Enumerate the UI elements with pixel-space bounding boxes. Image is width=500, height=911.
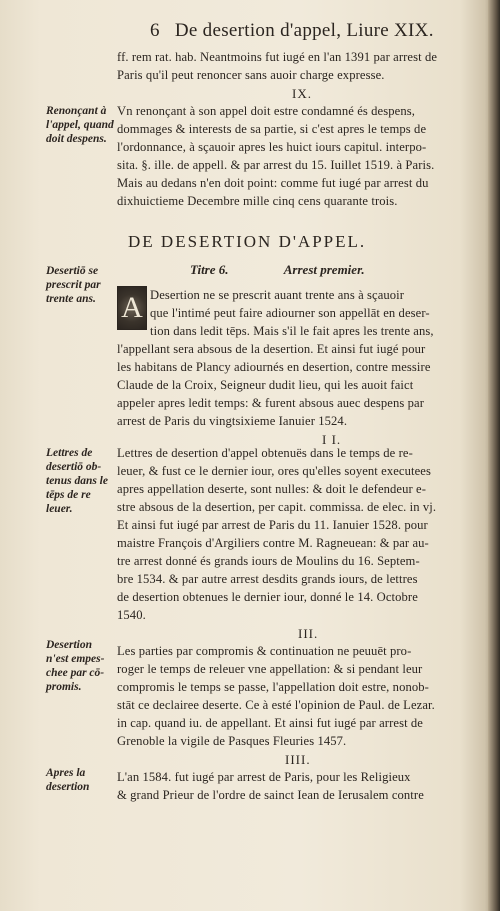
chapter-title: DE DESERTION D'APPEL. (128, 232, 367, 251)
text-line: que l'intimé peut faire adiourner son appellāt en deser- (150, 306, 430, 320)
margin-note: Desertion n'est empes-chee par cō-promis. (46, 639, 105, 693)
chapter-subtitle (190, 262, 365, 278)
margin-note: Apres la desertion (46, 767, 90, 793)
drop-cap: A (117, 286, 147, 330)
running-header (150, 20, 434, 42)
section-number: III. (298, 626, 319, 641)
text-line: Mais au dedans n'en doit point: comme fut iugé par arrest du (117, 176, 429, 190)
text-line: apres appellation deserte, sont nulles: & doit le defendeur e- (117, 482, 427, 496)
text-line: stre absous de la desertion, per capit. commissa. de elec. in vj. (117, 500, 437, 514)
book-spine (488, 0, 500, 911)
text-line: & grand Prieur de l'ordre de sainct Iean de Ierusalem contre (117, 788, 424, 802)
text-line: tre arrest donné és grands iours de Moulins du 16. Septem- (117, 554, 420, 568)
text-line: Desertion ne se prescrit auant trente ans à sçauoir (150, 288, 405, 302)
text-line: Paris qu'il peut renoncer sans auoir charge expresse. (117, 68, 385, 82)
arrest-label: Arrest premier. (283, 262, 365, 277)
text-line: compromis le temps se passe, l'appellation doit estre, nonob- (117, 680, 429, 694)
text-line: L'an 1584. fut iugé par arrest de Paris, pour les Religieux (117, 770, 411, 784)
text-line: l'ordonnance, à sçauoir apres les huict iours capitul. interpo- (117, 140, 427, 154)
margin-note: Lettres de desertiō ob-tenus dans le tēps de re leuer. (46, 447, 108, 515)
text-line: l'appellant sera absous de la desertion. Et ainsi fut iugé pour (117, 342, 426, 356)
text-line: bre 1534. & par autre arrest desdits grands iours, de lettres (117, 572, 418, 586)
margin-note: Desertiō se prescrit par trente ans. (46, 265, 101, 305)
text-line: de desertion obtenues le dernier iour, donné le 14. Octobre (117, 590, 418, 604)
section-number: IX. (292, 86, 312, 101)
text-line: Grenoble la vigile de Pasques Fleuries 1457. (117, 734, 347, 748)
text-line: dommages & interests de sa partie, si c'est apres le temps de (117, 122, 427, 136)
text-line: Vn renonçant à son appel doit estre condamné és despens, (117, 104, 415, 118)
text-line: sita. §. ille. de appell. & par arrest du 15. Iuillet 1519. à Paris. (117, 158, 435, 172)
text-line: Les parties par compromis & continuation ne peuuēt pro- (117, 644, 412, 658)
text-line: appeler apres ledit temps: & furent absous auec despens par (117, 396, 424, 410)
page-number: 6 (150, 20, 160, 41)
margin-note: Renonçant à l'appel, quand doit despens. (46, 105, 114, 145)
text-line: roger le temps de releuer vne appellation: & si pendant leur (117, 662, 423, 676)
text-line: dixhuictieme Decembre mille cinq cens quarante trois. (117, 194, 398, 208)
text-line: Lettres de desertion d'appel obtenuës dans le temps de re- (117, 446, 413, 460)
text-line: tion dans ledit tēps. Mais s'il le fait apres les trente ans, (150, 324, 434, 338)
titre-label: Titre 6. (190, 262, 229, 277)
text-line: stāt ce declairee deserte. Ce à esté l'opinion de Paul. de Lezar. (117, 698, 435, 712)
text-line: ff. rem rat. hab. Neantmoins fut iugé en l'an 1391 par arrest de (117, 50, 438, 64)
running-title: De desertion d'appel, Liure XIX. (174, 20, 434, 41)
text-line: Et ainsi fut iugé par arrest de Paris du 11. Ianuier 1528. pour (117, 518, 428, 532)
text-line: maistre François d'Argiliers contre M. Ragneuean: & par au- (117, 536, 429, 550)
text-line: les habitans de Plancy adiournés en desertion, contre messire (117, 360, 431, 374)
text-line: 1540. (117, 608, 146, 622)
text-line: leuer, & fust ce le dernier iour, ores qu'elles soyent executees (117, 464, 431, 478)
text-line: Claude de la Croix, Seigneur dudit lieu, qui les auoit faict (117, 378, 414, 392)
section-number: I I. (322, 432, 342, 447)
section-number: IIII. (285, 752, 311, 767)
text-line: arrest de Paris du vingtsixieme Ianuier 1524. (117, 414, 348, 428)
text-line: in cap. quand iu. de appellant. Et ainsi fut iugé par arrest de (117, 716, 423, 730)
